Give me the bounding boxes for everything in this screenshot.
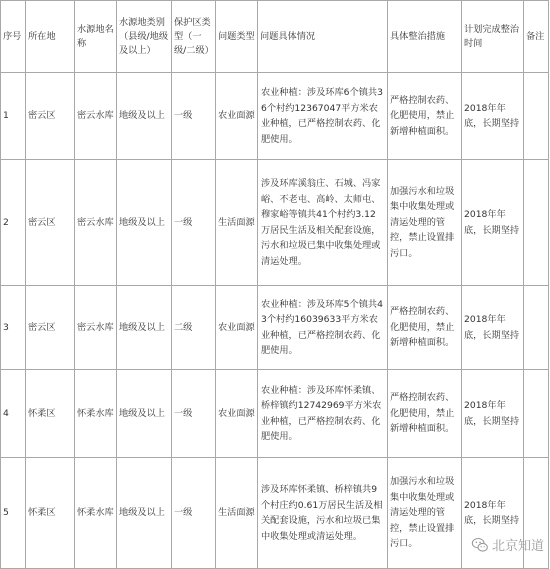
table-row: [1, 370, 549, 458]
cell-remark: [524, 160, 549, 286]
cell-seq: 3: [1, 286, 26, 370]
cell-source-name: 密云水库: [75, 73, 117, 160]
cell-plan-time: 2018年年底，长期坚持: [462, 73, 524, 160]
cell-location: 密云区: [26, 286, 75, 370]
watermark-text: 北京知道: [491, 539, 544, 554]
cell-detail: 农业种植：涉及环库怀柔镇、桥梓镇约12742969平方米农业种植，已严格控制农药、化肥使用。: [258, 370, 388, 458]
cell-remark: [524, 286, 549, 370]
cell-problem-type: 农业面源: [216, 286, 258, 370]
cell-problem-type: 农业面源: [216, 370, 258, 458]
cell-measures: 加强污水和垃圾集中收集处理或清运处理的管控，禁止设置排污口。: [388, 458, 462, 569]
header-location: 所在地: [26, 1, 75, 73]
table-row: [1, 286, 549, 370]
cell-problem-type: 农业面源: [216, 73, 258, 160]
cell-location: 怀柔区: [26, 458, 75, 569]
cell-location: 密云区: [26, 160, 75, 286]
cell-measures: 严格控制农药、化肥使用，禁止新增种植面积。: [388, 370, 462, 458]
header-seq: 序号: [1, 1, 26, 73]
header-problem-type: 问题类型: [216, 1, 258, 73]
cell-measures: 加强污水和垃圾集中收集处理或清运处理的管控，禁止设置排污口。: [388, 160, 462, 286]
header-problem-detail: 问题具体情况: [258, 1, 388, 73]
cell-seq: 5: [1, 458, 26, 569]
header-measures: 具体整治措施: [388, 1, 462, 73]
cell-category: 地级及以上: [117, 458, 172, 569]
header-protection-zone: 保护区类型（一级/二级）: [172, 1, 216, 73]
cell-detail: 涉及环库溪翁庄、石城、冯家峪、不老屯、高岭、太师屯、穆家峪等镇共41个村约3.12万居民生活及相关配套设施，污水和垃圾已集中收集处理或清运处理。: [258, 160, 388, 286]
cell-location: 怀柔区: [26, 370, 75, 458]
cell-source-name: 怀柔水库: [75, 370, 117, 458]
cell-zone: 一级: [172, 73, 216, 160]
header-remark: 备注: [524, 1, 549, 73]
cell-source-name: 怀柔水库: [75, 458, 117, 569]
header-source-name: 水源地名称: [75, 1, 117, 73]
cell-category: 地级及以上: [117, 160, 172, 286]
cell-detail: 农业种植：涉及环库5个镇共43个村约16039633平方米农业种植，已严格控制农药、化肥使用。: [258, 286, 388, 370]
cell-detail: 农业种植：涉及环库6个镇共36个村约12367047平方米农业种植，已严格控制农药、化肥使用。: [258, 73, 388, 160]
cell-source-name: 密云水库: [75, 286, 117, 370]
header-row: [1, 1, 549, 73]
cell-zone: 一级: [172, 370, 216, 458]
cell-zone: 一级: [172, 458, 216, 569]
cell-measures: 严格控制农药、化肥使用，禁止新增种植面积。: [388, 73, 462, 160]
table-row: [1, 73, 549, 160]
table-row: [1, 160, 549, 286]
header-source-category: 水源地类别（县级/地级及以上）: [117, 1, 172, 73]
cell-zone: 二级: [172, 286, 216, 370]
cell-measures: 严格控制农药、化肥使用，禁止新增种植面积。: [388, 286, 462, 370]
cell-location: 密云区: [26, 73, 75, 160]
table-row: [1, 458, 549, 569]
cell-category: 地级及以上: [117, 286, 172, 370]
cell-plan-time: 2018年年底，长期坚持: [462, 458, 524, 569]
cell-remark: [524, 370, 549, 458]
cell-seq: 4: [1, 370, 26, 458]
cell-plan-time: 2018年年底，长期坚持: [462, 160, 524, 286]
cell-detail: 涉及环库怀柔镇、桥梓镇共9个村庄约0.61万居民生活及相关配套设施，污水和垃圾已集中收集处理或清运处理。: [258, 458, 388, 569]
wechat-icon: [471, 536, 489, 554]
cell-remark: [524, 73, 549, 160]
cell-seq: 1: [1, 73, 26, 160]
cell-category: 地级及以上: [117, 73, 172, 160]
cell-source-name: 密云水库: [75, 160, 117, 286]
cell-problem-type: 生活面源: [216, 458, 258, 569]
cell-plan-time: 2018年年底，长期坚持: [462, 286, 524, 370]
cell-seq: 2: [1, 160, 26, 286]
cell-category: 地级及以上: [117, 370, 172, 458]
watermark: [471, 535, 544, 554]
header-plan-time: 计划完成整治时间: [462, 1, 524, 73]
cell-problem-type: 生活面源: [216, 160, 258, 286]
cell-zone: 一级: [172, 160, 216, 286]
cell-plan-time: 2018年年底，长期坚持: [462, 370, 524, 458]
